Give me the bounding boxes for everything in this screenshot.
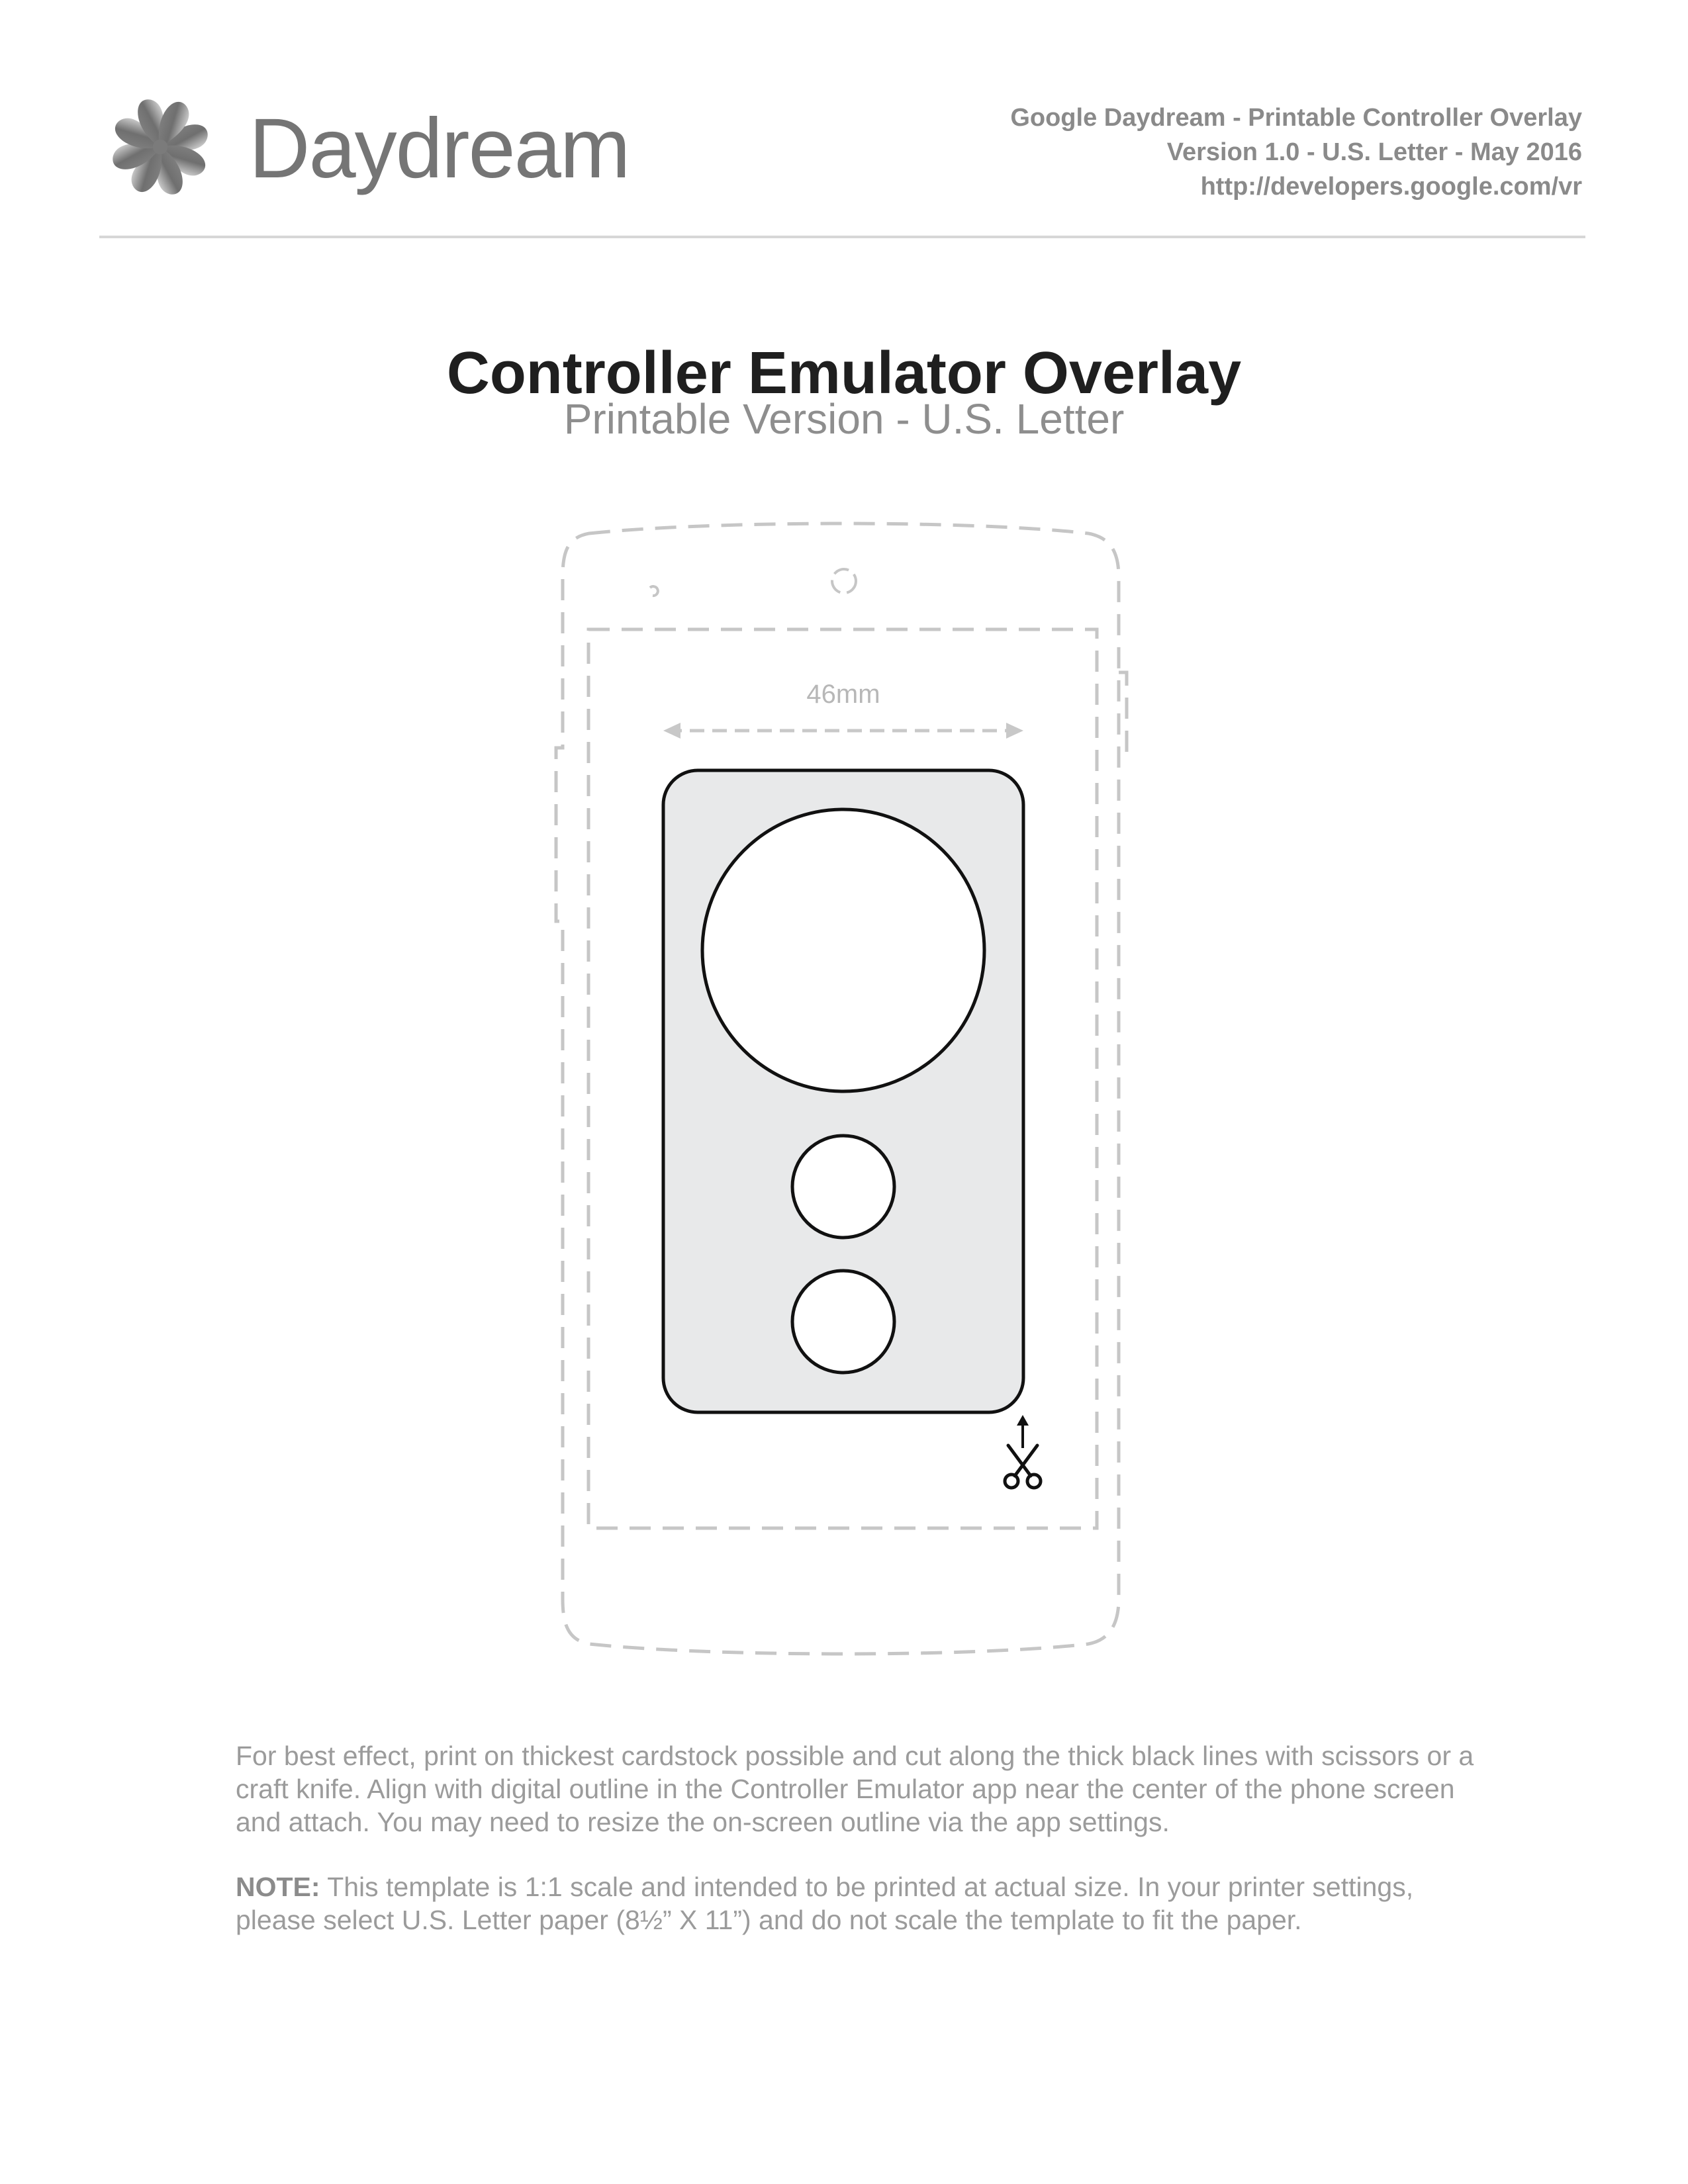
instructions — [236, 1739, 1493, 1968]
width-label: 46mm — [806, 680, 880, 709]
camera-icon — [832, 569, 856, 593]
note-text: This template is 1:1 scale and intended to be printed at actual size. In your printer settings, please select U.S. Letter paper (8½” X 11”) and do not scale the template to fit the paper. — [236, 1872, 1414, 1935]
sensor-icon — [650, 586, 658, 596]
meta-title: Google Daydream - Printable Controller Overlay — [1010, 104, 1582, 132]
note-paragraph — [236, 1870, 1493, 1936]
instruction-paragraph: For best effect, print on thickest cardstock possible and cut along the thick black lines with scissors or a craft knife. Align with digital outline in the Controller Emulator app near the center of the phone screen and attach. You may need to resize the on-screen outline via the app settings. — [236, 1741, 1474, 1837]
page-subtitle: Printable Version - U.S. Letter — [563, 395, 1125, 443]
app-button-circle — [792, 1136, 894, 1238]
meta-url: http://developers.google.com/vr — [1200, 173, 1582, 201]
brand-wordmark: Daydream — [249, 101, 630, 196]
width-dimension — [663, 680, 1023, 739]
page-title: Controller Emulator Overlay — [446, 340, 1242, 407]
note-label: NOTE: — [236, 1872, 320, 1902]
touchpad-circle — [702, 809, 984, 1091]
home-button-circle — [792, 1271, 894, 1373]
scissors-icon — [1005, 1415, 1041, 1488]
meta-version: Version 1.0 - U.S. Letter - May 2016 — [1166, 138, 1582, 166]
